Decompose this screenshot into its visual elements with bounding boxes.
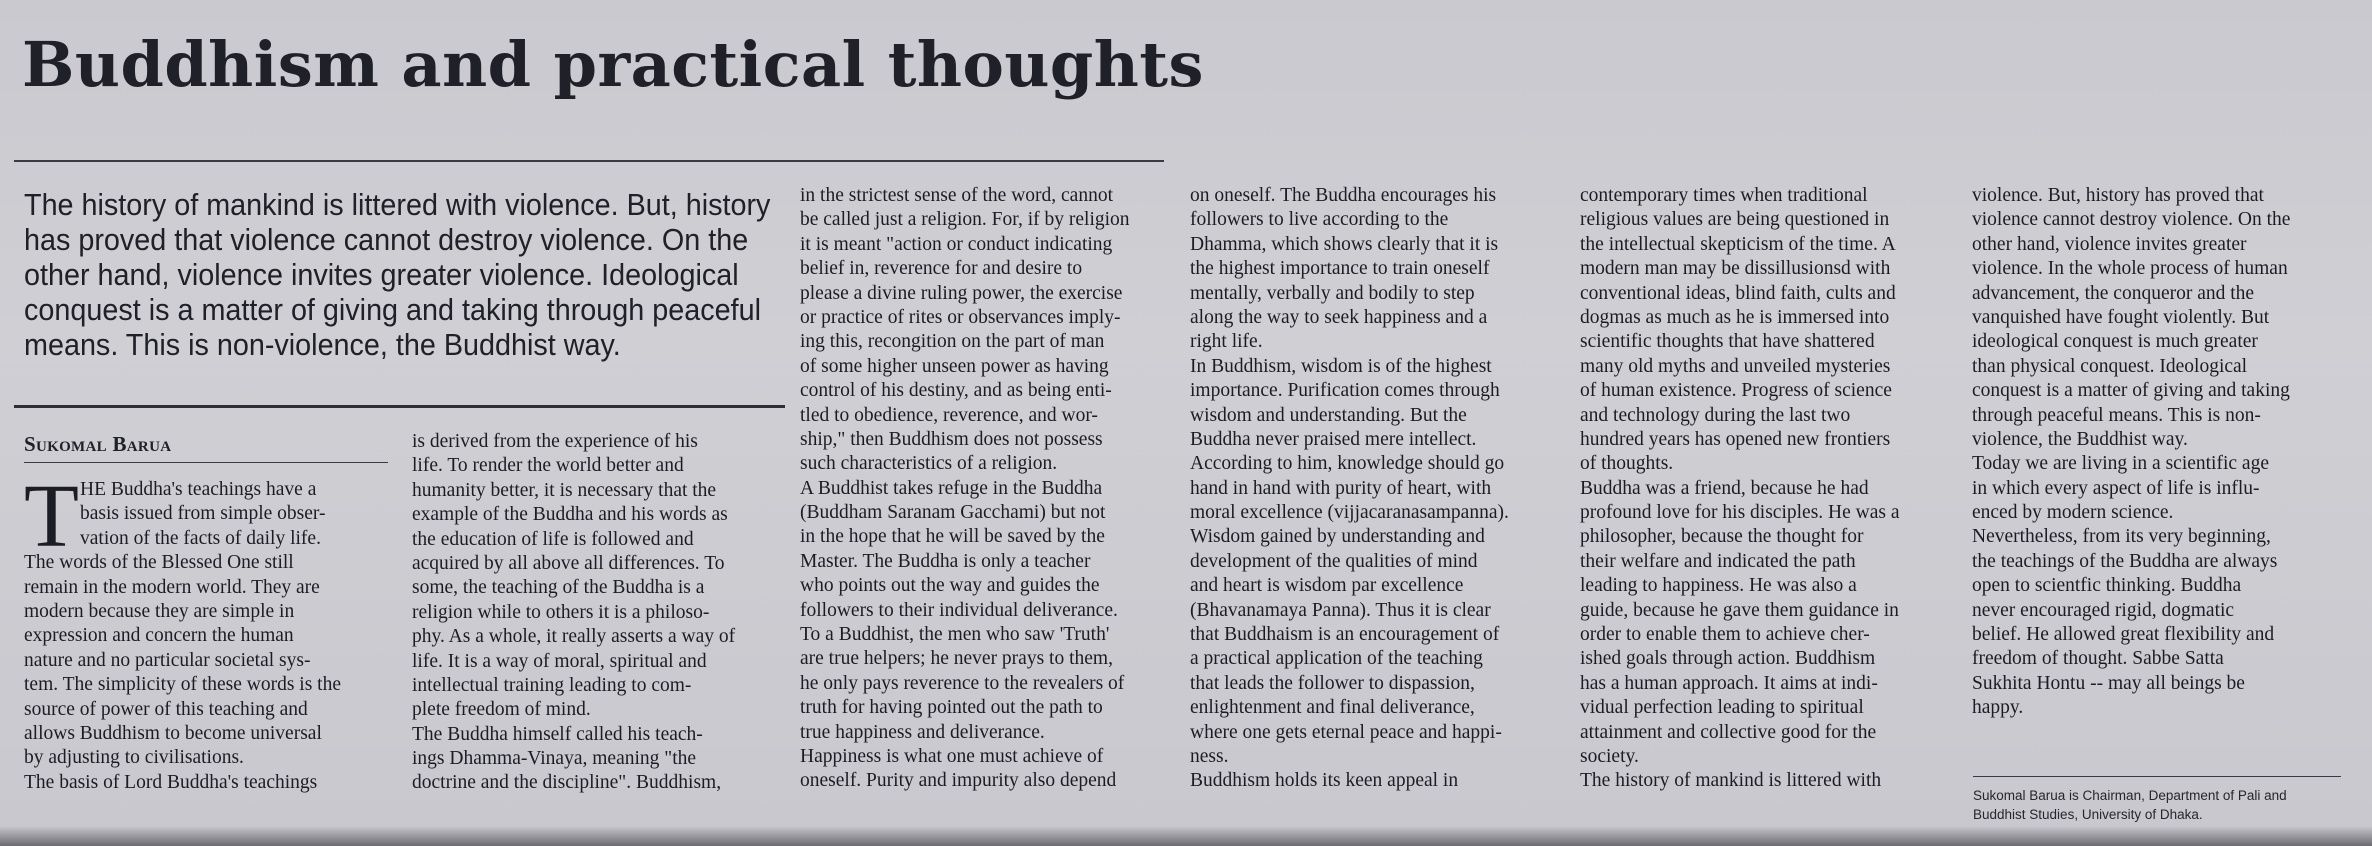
article-text-line: violence. In the whole process of human bbox=[1972, 258, 2288, 280]
article-text-line: The history of mankind is littered with bbox=[1580, 770, 1882, 792]
article-text-line: in which every aspect of life is influ- bbox=[1972, 477, 2260, 499]
article-text-line: profound love for his disciples. He was a bbox=[1580, 502, 1900, 524]
article-text-line: oneself. Purity and impurity also depend bbox=[800, 770, 1117, 792]
article-text-line: true happiness and deliverance. bbox=[800, 721, 1045, 743]
article-text-line: leading to happiness. He was also a bbox=[1580, 575, 1857, 597]
article-text-line: belief. He allowed great flexibility and bbox=[1972, 624, 2275, 646]
article-column-5 bbox=[1580, 184, 1952, 794]
author-footnote bbox=[1973, 786, 2343, 824]
article-text-line: many old myths and unveiled mysteries bbox=[1580, 355, 1891, 377]
article-text-line: hand in hand with purity of heart, with bbox=[1190, 477, 1492, 499]
article-text-line: hundred years has opened new frontiers bbox=[1580, 428, 1891, 450]
article-text-line: Wisdom gained by understanding and bbox=[1190, 526, 1485, 548]
article-text-line: Nevertheless, from its very beginning, bbox=[1972, 526, 2271, 548]
article-text-line: some, the teaching of the Buddha is a bbox=[412, 577, 705, 599]
article-text-line: The basis of Lord Buddha's teachings bbox=[24, 771, 318, 793]
article-text-line: violence cannot destroy violence. On the bbox=[1972, 209, 2291, 231]
article-text-line: or practice of rites or observances imply- bbox=[800, 306, 1121, 328]
article-text-line: conventional ideas, blind faith, cults and bbox=[1580, 282, 1896, 304]
article-text-line: plete freedom of mind. bbox=[412, 699, 591, 721]
article-text-line: enlightenment and final deliverance, bbox=[1190, 697, 1475, 719]
article-text-line: the teachings of the Buddha are always bbox=[1972, 550, 2278, 572]
article-text-line: other hand, violence invites greater bbox=[1972, 233, 2247, 255]
article-text-line: has a human approach. It aims at indi- bbox=[1580, 672, 1878, 694]
article-text-line: be called just a religion. For, if by religion bbox=[800, 209, 1130, 231]
article-text-line: (Buddham Saranam Gacchami) but not bbox=[800, 502, 1106, 524]
article-text-line: humanity better, it is necessary that the bbox=[412, 479, 717, 501]
article-text-line: their welfare and indicated the path bbox=[1580, 550, 1856, 572]
article-text-line: HE Buddha's teachings have a bbox=[80, 479, 317, 500]
article-text-line: violence. But, history has proved that bbox=[1972, 185, 2264, 206]
article-text-line: such characteristics of a religion. bbox=[800, 453, 1058, 475]
article-text-line: moral excellence (vijjacaranasampanna). bbox=[1190, 502, 1509, 524]
article-text-line: importance. Purification comes through bbox=[1190, 380, 1500, 402]
standfirst-line: has proved that violence cannot destroy violence. On the bbox=[24, 223, 749, 257]
byline: Sukomal Barua bbox=[24, 432, 172, 456]
article-text-line: he only pays reverence to the revealers of bbox=[800, 672, 1125, 694]
article-text-line: that leads the follower to dispassion, bbox=[1190, 672, 1475, 694]
article-text-line: where one gets eternal peace and happi- bbox=[1190, 721, 1502, 743]
article-text-line: truth for having pointed out the path to bbox=[800, 697, 1103, 719]
article-text-line: mentally, verbally and bodily to step bbox=[1190, 282, 1475, 304]
article-text-line: life. It is a way of moral, spiritual and bbox=[412, 650, 707, 672]
article-text-line: example of the Buddha and his words as bbox=[412, 504, 728, 526]
article-text-line: tled to obedience, reverence, and wor- bbox=[800, 404, 1098, 426]
article-text-line: the education of life is followed and bbox=[412, 528, 694, 550]
article-text-line: freedom of thought. Sabbe Satta bbox=[1972, 648, 2224, 670]
standfirst-line: The history of mankind is littered with violence. But, history bbox=[24, 188, 771, 222]
article-text-line: is derived from the experience of his bbox=[412, 431, 698, 452]
article-text-line: through peaceful means. This is non- bbox=[1972, 404, 2261, 426]
standfirst-rule bbox=[14, 405, 785, 408]
article-text-line: allows Buddhism to become universal bbox=[24, 722, 322, 744]
article-text-line: philosopher, because the thought for bbox=[1580, 526, 1864, 548]
article-text-line: are true helpers; he never prays to them, bbox=[800, 648, 1113, 670]
article-text-line: The words of the Blessed One still bbox=[24, 552, 294, 574]
article-text-line: scientific thoughts that have shattered bbox=[1580, 331, 1875, 353]
article-text-line: the highest importance to train oneself bbox=[1190, 258, 1490, 280]
article-text-line: and technology during the last two bbox=[1580, 404, 1851, 426]
article-text-line: Happiness is what one must achieve of bbox=[800, 745, 1104, 767]
article-text-line: Today we are living in a scientific age bbox=[1972, 453, 2269, 475]
article-text-line: it is meant "action or conduct indicating bbox=[800, 233, 1113, 255]
article-text-line: modern because they are simple in bbox=[24, 600, 295, 622]
article-text-line: basis issued from simple obser- bbox=[80, 503, 326, 525]
article-text-line: Buddha never praised mere intellect. bbox=[1190, 428, 1477, 450]
article-text-line: of human existence. Progress of science bbox=[1580, 380, 1892, 402]
article-text-line: in the strictest sense of the word, cannot bbox=[800, 185, 1113, 206]
article-text-line: development of the qualities of mind bbox=[1190, 550, 1478, 572]
standfirst-line: other hand, violence invites greater violence. Ideological bbox=[24, 258, 739, 292]
article-text-line: advancement, the conqueror and the bbox=[1972, 282, 2255, 304]
article-text-line: The Buddha himself called his teach- bbox=[412, 723, 703, 745]
article-text-line: violence, the Buddhist way. bbox=[1972, 428, 2188, 450]
article-text-line: control of his destiny, and as being enti- bbox=[800, 380, 1112, 402]
article-text-line: of some higher unseen power as having bbox=[800, 355, 1109, 377]
page-edge-shadow bbox=[0, 826, 2372, 846]
article-text-line: ness. bbox=[1190, 745, 1229, 767]
article-text-line: (Bhavanamaya Panna). Thus it is clear bbox=[1190, 599, 1491, 621]
article-text-line: open to scientfic thinking. Buddha bbox=[1972, 575, 2242, 597]
article-text-line: life. To render the world better and bbox=[412, 455, 684, 477]
article-text-line: in the hope that he will be saved by the bbox=[800, 526, 1105, 548]
drop-cap: T bbox=[24, 467, 79, 566]
article-text-line: order to enable them to achieve cher- bbox=[1580, 624, 1870, 646]
article-text-line: A Buddhist takes refuge in the Buddha bbox=[800, 477, 1103, 499]
byline-rule bbox=[24, 462, 388, 463]
article-text-line: nature and no particular societal sys- bbox=[24, 649, 311, 671]
article-text-line: of thoughts. bbox=[1580, 453, 1674, 475]
article-text-line: vanquished have fought violently. But bbox=[1972, 306, 2270, 328]
article-text-line: Master. The Buddha is only a teacher bbox=[800, 550, 1091, 572]
article-column-1 bbox=[24, 478, 394, 795]
article-text-line: ings Dhamma-Vinaya, meaning "the bbox=[412, 748, 697, 770]
article-text-line: contemporary times when traditional bbox=[1580, 185, 1868, 206]
article-text-line: religion while to others it is a philoso- bbox=[412, 601, 710, 623]
article-text-line: ished goals through action. Buddhism bbox=[1580, 648, 1876, 670]
article-text-line: belief in, reverence for and desire to bbox=[800, 258, 1083, 280]
article-text-line: guide, because he gave them guidance in bbox=[1580, 599, 1899, 621]
article-text-line: never encouraged rigid, dogmatic bbox=[1972, 599, 2235, 621]
article-text-line: who points out the way and guides the bbox=[800, 575, 1100, 597]
article-text-line: dogmas as much as he is immersed into bbox=[1580, 306, 1890, 328]
article-text-line: Buddhism holds its keen appeal in bbox=[1190, 770, 1459, 792]
article-text-line: Sukhita Hontu -- may all beings be bbox=[1972, 672, 2245, 694]
article-text-line: society. bbox=[1580, 745, 1639, 767]
article-text-line: To a Buddhist, the men who saw 'Truth' bbox=[800, 624, 1110, 646]
article-text-line: the intellectual skepticism of the time. A bbox=[1580, 233, 1896, 255]
article-text-line: remain in the modern world. They are bbox=[24, 576, 320, 598]
article-text-line: Buddha was a friend, because he had bbox=[1580, 477, 1869, 499]
article-column-3 bbox=[800, 184, 1174, 794]
article-text-line: source of power of this teaching and bbox=[24, 698, 308, 720]
headline-rule bbox=[14, 160, 1164, 162]
article-text-line: wisdom and understanding. But the bbox=[1190, 404, 1467, 426]
article-column-4 bbox=[1190, 184, 1560, 794]
footnote-rule bbox=[1973, 776, 2341, 777]
article-text-line: along the way to seek happiness and a bbox=[1190, 306, 1488, 328]
article-column-2 bbox=[412, 430, 784, 796]
standfirst bbox=[24, 188, 771, 363]
article-text-line: acquired by all above all differences. To bbox=[412, 552, 725, 574]
article-text-line: happy. bbox=[1972, 697, 2024, 719]
article-text-line: enced by modern science. bbox=[1972, 502, 2174, 524]
article-text-line: please a divine ruling power, the exercise bbox=[800, 282, 1123, 304]
article-text-line: on oneself. The Buddha encourages his bbox=[1190, 185, 1497, 206]
article-text-line: vidual perfection leading to spiritual bbox=[1580, 697, 1864, 719]
footnote-line: Sukomal Barua is Chairman, Department of Pali and bbox=[1973, 788, 2287, 803]
article-text-line: Dhamma, which shows clearly that it is bbox=[1190, 233, 1499, 255]
article-text-line: tem. The simplicity of these words is the bbox=[24, 674, 342, 696]
article-text-line: right life. bbox=[1190, 331, 1263, 353]
article-text-line: expression and concern the human bbox=[24, 625, 294, 647]
article-text-line: conquest is a matter of giving and taking bbox=[1972, 380, 2290, 402]
standfirst-line: conquest is a matter of giving and taking through peaceful bbox=[24, 293, 762, 327]
article-text-line: followers to live according to the bbox=[1190, 209, 1449, 231]
article-text-line: attainment and collective good for the bbox=[1580, 721, 1877, 743]
article-text-line: phy. As a whole, it really asserts a way of bbox=[412, 626, 736, 648]
article-text-line: modern man may be dissillusionsd with bbox=[1580, 258, 1891, 280]
article-text-line: and heart is wisdom par excellence bbox=[1190, 575, 1464, 597]
article-text-line: In Buddhism, wisdom is of the highest bbox=[1190, 355, 1492, 377]
article-text-line: According to him, knowledge should go bbox=[1190, 453, 1505, 475]
article-text-line: ship," then Buddhism does not possess bbox=[800, 428, 1103, 450]
article-text-line: that Buddhaism is an encouragement of bbox=[1190, 624, 1500, 646]
headline: Buddhism and practical thoughts bbox=[22, 28, 1204, 101]
article-column-6 bbox=[1972, 184, 2344, 721]
article-text-line: doctrine and the discipline". Buddhism, bbox=[412, 772, 722, 794]
article-text-line: by adjusting to civilisations. bbox=[24, 747, 244, 769]
article-text-line: than physical conquest. Ideological bbox=[1972, 355, 2248, 377]
article-text-line: religious values are being questioned in bbox=[1580, 209, 1890, 231]
article-text-line: followers to their individual deliverance. bbox=[800, 599, 1118, 621]
footnote-line: Buddhist Studies, University of Dhaka. bbox=[1973, 807, 2203, 822]
article-text-line: vation of the facts of daily life. bbox=[80, 527, 321, 549]
article-text-line: intellectual training leading to com- bbox=[412, 674, 692, 696]
article-text-line: ing this, recongition on the part of man bbox=[800, 331, 1105, 353]
standfirst-line: means. This is non-violence, the Buddhist way. bbox=[24, 328, 621, 362]
article-text-line: a practical application of the teaching bbox=[1190, 648, 1483, 670]
article-text-line: ideological conquest is much greater bbox=[1972, 331, 2258, 353]
